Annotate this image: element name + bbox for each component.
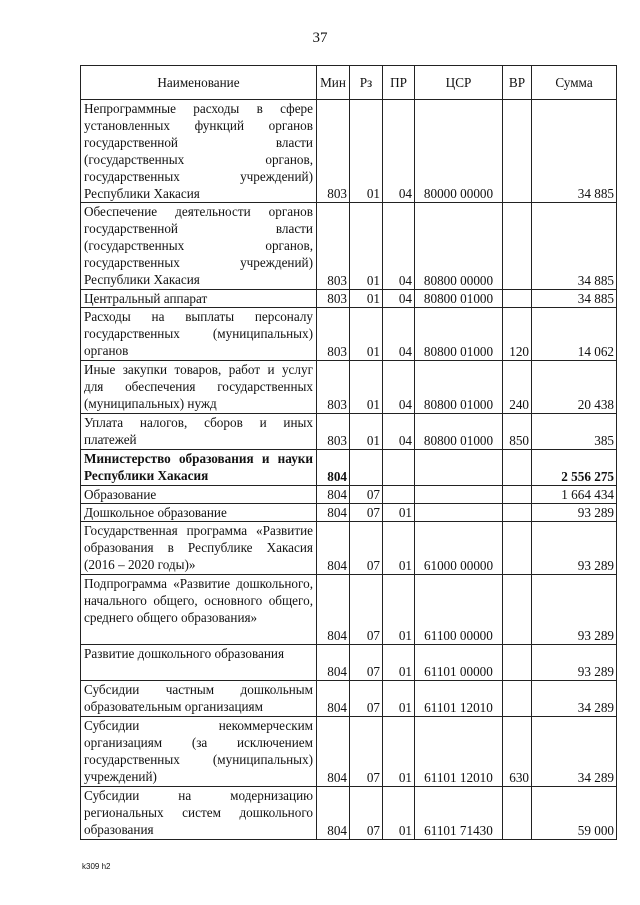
row-name: Расходы на выплаты персоналу государственных (муниципальных) органов bbox=[81, 308, 317, 361]
row-vr bbox=[503, 203, 532, 290]
row-vr bbox=[503, 290, 532, 308]
row-pr: 01 bbox=[383, 645, 415, 681]
row-vr bbox=[503, 486, 532, 504]
row-min: 804 bbox=[317, 450, 350, 486]
header-min: Мин bbox=[317, 66, 350, 100]
row-csr: 61101 71430 bbox=[415, 787, 503, 840]
row-name: Дошкольное образование bbox=[81, 504, 317, 522]
row-sum: 385 bbox=[532, 414, 617, 450]
row-pr: 04 bbox=[383, 361, 415, 414]
row-pr: 01 bbox=[383, 717, 415, 787]
row-csr bbox=[415, 486, 503, 504]
page-number: 37 bbox=[312, 30, 328, 46]
table-row bbox=[81, 450, 617, 486]
row-sum: 93 289 bbox=[532, 504, 617, 522]
row-csr: 61101 00000 bbox=[415, 645, 503, 681]
row-pr bbox=[383, 486, 415, 504]
row-rz: 01 bbox=[350, 290, 383, 308]
table-row bbox=[81, 290, 617, 308]
row-vr: 630 bbox=[503, 717, 532, 787]
row-name: Подпрограмма «Развитие дошкольного, начального общего, основного общего, среднего общего образования» bbox=[81, 575, 317, 645]
row-vr: 240 bbox=[503, 361, 532, 414]
row-csr: 61000 00000 bbox=[415, 522, 503, 575]
row-pr: 04 bbox=[383, 100, 415, 203]
row-name: Субсидии некоммерческим организациям (за исключением государственных (муниципальных) учреждений) bbox=[81, 717, 317, 787]
row-rz: 07 bbox=[350, 645, 383, 681]
row-rz: 07 bbox=[350, 486, 383, 504]
row-sum: 2 556 275 bbox=[532, 450, 617, 486]
row-sum: 93 289 bbox=[532, 575, 617, 645]
row-csr: 80800 01000 bbox=[415, 308, 503, 361]
row-name: Министерство образования и науки Республики Хакасия bbox=[81, 450, 317, 486]
row-min: 803 bbox=[317, 203, 350, 290]
row-vr bbox=[503, 450, 532, 486]
row-name: Образование bbox=[81, 486, 317, 504]
row-rz: 07 bbox=[350, 522, 383, 575]
row-sum: 34 289 bbox=[532, 717, 617, 787]
row-rz: 07 bbox=[350, 504, 383, 522]
row-pr bbox=[383, 450, 415, 486]
row-sum: 93 289 bbox=[532, 645, 617, 681]
header-vr: ВР bbox=[503, 66, 532, 100]
row-sum: 20 438 bbox=[532, 361, 617, 414]
row-rz: 01 bbox=[350, 100, 383, 203]
row-name: Субсидии частным дошкольным образовательным организациям bbox=[81, 681, 317, 717]
row-sum: 34 289 bbox=[532, 681, 617, 717]
row-pr: 01 bbox=[383, 522, 415, 575]
row-vr bbox=[503, 504, 532, 522]
row-name: Субсидии на модернизацию региональных систем дошкольного образования bbox=[81, 787, 317, 840]
header-rz: Рз bbox=[350, 66, 383, 100]
header-csr: ЦСР bbox=[415, 66, 503, 100]
row-min: 804 bbox=[317, 717, 350, 787]
row-csr bbox=[415, 450, 503, 486]
row-name: Центральный аппарат bbox=[81, 290, 317, 308]
table-row bbox=[81, 645, 617, 681]
row-min: 804 bbox=[317, 787, 350, 840]
row-csr: 61100 00000 bbox=[415, 575, 503, 645]
row-pr: 01 bbox=[383, 504, 415, 522]
table-row bbox=[81, 308, 617, 361]
row-csr: 80800 01000 bbox=[415, 361, 503, 414]
row-csr: 80800 00000 bbox=[415, 203, 503, 290]
row-rz: 07 bbox=[350, 787, 383, 840]
table-row bbox=[81, 203, 617, 290]
header-sum: Сумма bbox=[532, 66, 617, 100]
row-min: 804 bbox=[317, 681, 350, 717]
row-name: Развитие дошкольного образования bbox=[81, 645, 317, 681]
row-pr: 01 bbox=[383, 787, 415, 840]
row-name: Государственная программа «Развитие образования в Республике Хакасия (2016 – 2020 годы)» bbox=[81, 522, 317, 575]
row-rz: 07 bbox=[350, 575, 383, 645]
table-row bbox=[81, 414, 617, 450]
row-vr bbox=[503, 522, 532, 575]
table-row bbox=[81, 787, 617, 840]
table-row bbox=[81, 717, 617, 787]
row-csr: 80800 01000 bbox=[415, 414, 503, 450]
row-min: 803 bbox=[317, 361, 350, 414]
row-rz bbox=[350, 450, 383, 486]
row-rz: 07 bbox=[350, 717, 383, 787]
row-sum: 34 885 bbox=[532, 100, 617, 203]
row-name: Непрограммные расходы в сфере установленных функций органов государственной власти (государственных органов, государственных учреждений) Республики Хакасия bbox=[81, 100, 317, 203]
row-name: Иные закупки товаров, работ и услуг для обеспечения государственных (муниципальных) нужд bbox=[81, 361, 317, 414]
row-rz: 01 bbox=[350, 203, 383, 290]
row-pr: 04 bbox=[383, 290, 415, 308]
row-rz: 07 bbox=[350, 681, 383, 717]
row-pr: 01 bbox=[383, 575, 415, 645]
footer-code: k309 h2 bbox=[82, 862, 111, 871]
row-pr: 04 bbox=[383, 203, 415, 290]
row-csr: 80800 01000 bbox=[415, 290, 503, 308]
row-min: 804 bbox=[317, 486, 350, 504]
row-vr: 120 bbox=[503, 308, 532, 361]
row-min: 804 bbox=[317, 504, 350, 522]
header-pr: ПР bbox=[383, 66, 415, 100]
header-name: Наименование bbox=[81, 66, 317, 100]
row-sum: 34 885 bbox=[532, 290, 617, 308]
row-rz: 01 bbox=[350, 414, 383, 450]
row-vr bbox=[503, 100, 532, 203]
row-csr bbox=[415, 504, 503, 522]
table-row bbox=[81, 100, 617, 203]
table-row bbox=[81, 361, 617, 414]
row-vr bbox=[503, 575, 532, 645]
table-row bbox=[81, 486, 617, 504]
row-vr: 850 bbox=[503, 414, 532, 450]
row-min: 803 bbox=[317, 414, 350, 450]
row-rz: 01 bbox=[350, 361, 383, 414]
table-row bbox=[81, 522, 617, 575]
row-vr bbox=[503, 645, 532, 681]
row-pr: 04 bbox=[383, 414, 415, 450]
row-sum: 34 885 bbox=[532, 203, 617, 290]
table-row bbox=[81, 575, 617, 645]
budget-table bbox=[80, 65, 617, 840]
row-name: Уплата налогов, сборов и иных платежей bbox=[81, 414, 317, 450]
row-min: 804 bbox=[317, 575, 350, 645]
row-csr: 80000 00000 bbox=[415, 100, 503, 203]
row-min: 804 bbox=[317, 645, 350, 681]
row-csr: 61101 12010 bbox=[415, 717, 503, 787]
table-header-row bbox=[81, 66, 617, 100]
table-row bbox=[81, 504, 617, 522]
row-name: Обеспечение деятельности органов государственной власти (государственных органов, государственных учреждений) Республики Хакасия bbox=[81, 203, 317, 290]
row-pr: 01 bbox=[383, 681, 415, 717]
row-sum: 1 664 434 bbox=[532, 486, 617, 504]
table-row bbox=[81, 681, 617, 717]
row-min: 803 bbox=[317, 290, 350, 308]
row-min: 804 bbox=[317, 522, 350, 575]
row-pr: 04 bbox=[383, 308, 415, 361]
row-sum: 14 062 bbox=[532, 308, 617, 361]
row-csr: 61101 12010 bbox=[415, 681, 503, 717]
row-sum: 93 289 bbox=[532, 522, 617, 575]
row-sum: 59 000 bbox=[532, 787, 617, 840]
row-vr bbox=[503, 787, 532, 840]
row-min: 803 bbox=[317, 308, 350, 361]
row-vr bbox=[503, 681, 532, 717]
row-rz: 01 bbox=[350, 308, 383, 361]
row-min: 803 bbox=[317, 100, 350, 203]
